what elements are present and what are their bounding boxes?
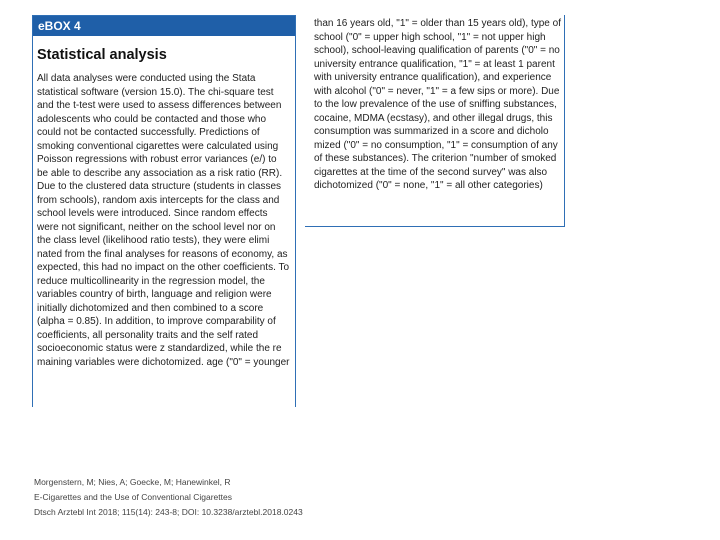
text-line: Due to the clustered data structure (students in classes bbox=[37, 181, 282, 192]
text-line: the class level (likelihood ratio tests), they were elimi bbox=[37, 235, 270, 246]
text-line: adolescents who could be contacted and those who bbox=[37, 113, 267, 125]
text-line: school), school-leaving qualification of parents ("0" = no bbox=[314, 45, 560, 56]
ebox-label: eBOX 4 bbox=[33, 16, 295, 36]
text-line: variables country of birth, language and religion were bbox=[37, 289, 272, 300]
text-line: reduce multicollinearity in the regression model, the bbox=[37, 275, 265, 287]
text-line: consumption was summarized in a score and dicholo bbox=[314, 126, 549, 137]
text-column-2 bbox=[305, 15, 564, 193]
citation-title: E-Cigarettes and the Use of Conventional Cigarettes bbox=[34, 492, 232, 502]
text-line: socioeconomic status were z standardized, while the re bbox=[37, 343, 282, 354]
text-line: smoking conventional cigarettes were calculated using bbox=[37, 140, 279, 152]
text-line: maining variables were dichotomized. age ("0" = younger bbox=[37, 356, 290, 368]
text-line: with university entrance qualification), and experience bbox=[314, 72, 552, 83]
citation bbox=[34, 475, 303, 520]
citation-authors: Morgenstern, M; Nies, A; Goecke, M; Hanewinkel, R bbox=[34, 477, 231, 487]
text-line: cocaine, MDMA (ecstasy), and other illegal drugs, this bbox=[314, 112, 553, 124]
ebox-panel bbox=[32, 15, 296, 407]
text-line: with alcohol ("0" = never, "1" = a few sips or more). Due bbox=[314, 85, 560, 97]
text-line: All data analyses were conducted using the Stata bbox=[37, 73, 256, 84]
text-line: and the t-test were used to assess differences between bbox=[37, 100, 282, 111]
ebox-continuation bbox=[305, 15, 565, 227]
text-line: expected, this had no impact on the other coefficients. To bbox=[37, 262, 290, 273]
text-line: university entrance qualification, "1" = at least 1 parent bbox=[314, 58, 555, 70]
text-line: mized ("0" = no consumption, "1" = consumption of any bbox=[314, 139, 558, 151]
text-line: statistical software (version 15.0). The chi-square test bbox=[37, 86, 274, 98]
text-line: be able to describe any association as a risk ratio (RR). bbox=[37, 167, 283, 179]
text-line: cigarettes at the time of the second survey" was also bbox=[314, 166, 548, 178]
text-line: (alpha = 0.85). In addition, to improve comparability of bbox=[37, 316, 276, 327]
section-title: Statistical analysis bbox=[37, 47, 167, 63]
text-line: could not be contacted successfully. Predictions of bbox=[37, 127, 260, 138]
text-column-1 bbox=[33, 72, 295, 369]
text-line: from schools), random axis intercepts for the class and bbox=[37, 194, 280, 206]
text-line: dichotomized ("0" = none, "1" = all other categories) bbox=[314, 180, 543, 191]
text-line: were not significant, neither on the school level nor on bbox=[37, 221, 276, 233]
text-line: to the low prevalence of the use of sniffing substances, bbox=[314, 99, 557, 110]
text-line: than 16 years old, "1" = older than 15 years old), type of bbox=[314, 18, 561, 29]
text-line: of these substances). The criterion "number of smoked bbox=[314, 153, 557, 164]
text-line: nated from the final analyses for reasons of economy, as bbox=[37, 248, 288, 260]
citation-source: Dtsch Arztebl Int 2018; 115(14): 243-8; DOI: 10.3238/arztebl.2018.0243 bbox=[34, 507, 303, 517]
text-line: coefficients, all personality traits and the self rated bbox=[37, 329, 259, 341]
text-line: Poisson regressions with robust error variances (e/) to bbox=[37, 154, 277, 165]
text-line: school ("0" = upper high school, "1" = not upper high bbox=[314, 31, 546, 43]
text-line: initially dichotomized and then combined to a score bbox=[37, 302, 264, 314]
text-line: school levels were introduced. Since random effects bbox=[37, 208, 268, 219]
